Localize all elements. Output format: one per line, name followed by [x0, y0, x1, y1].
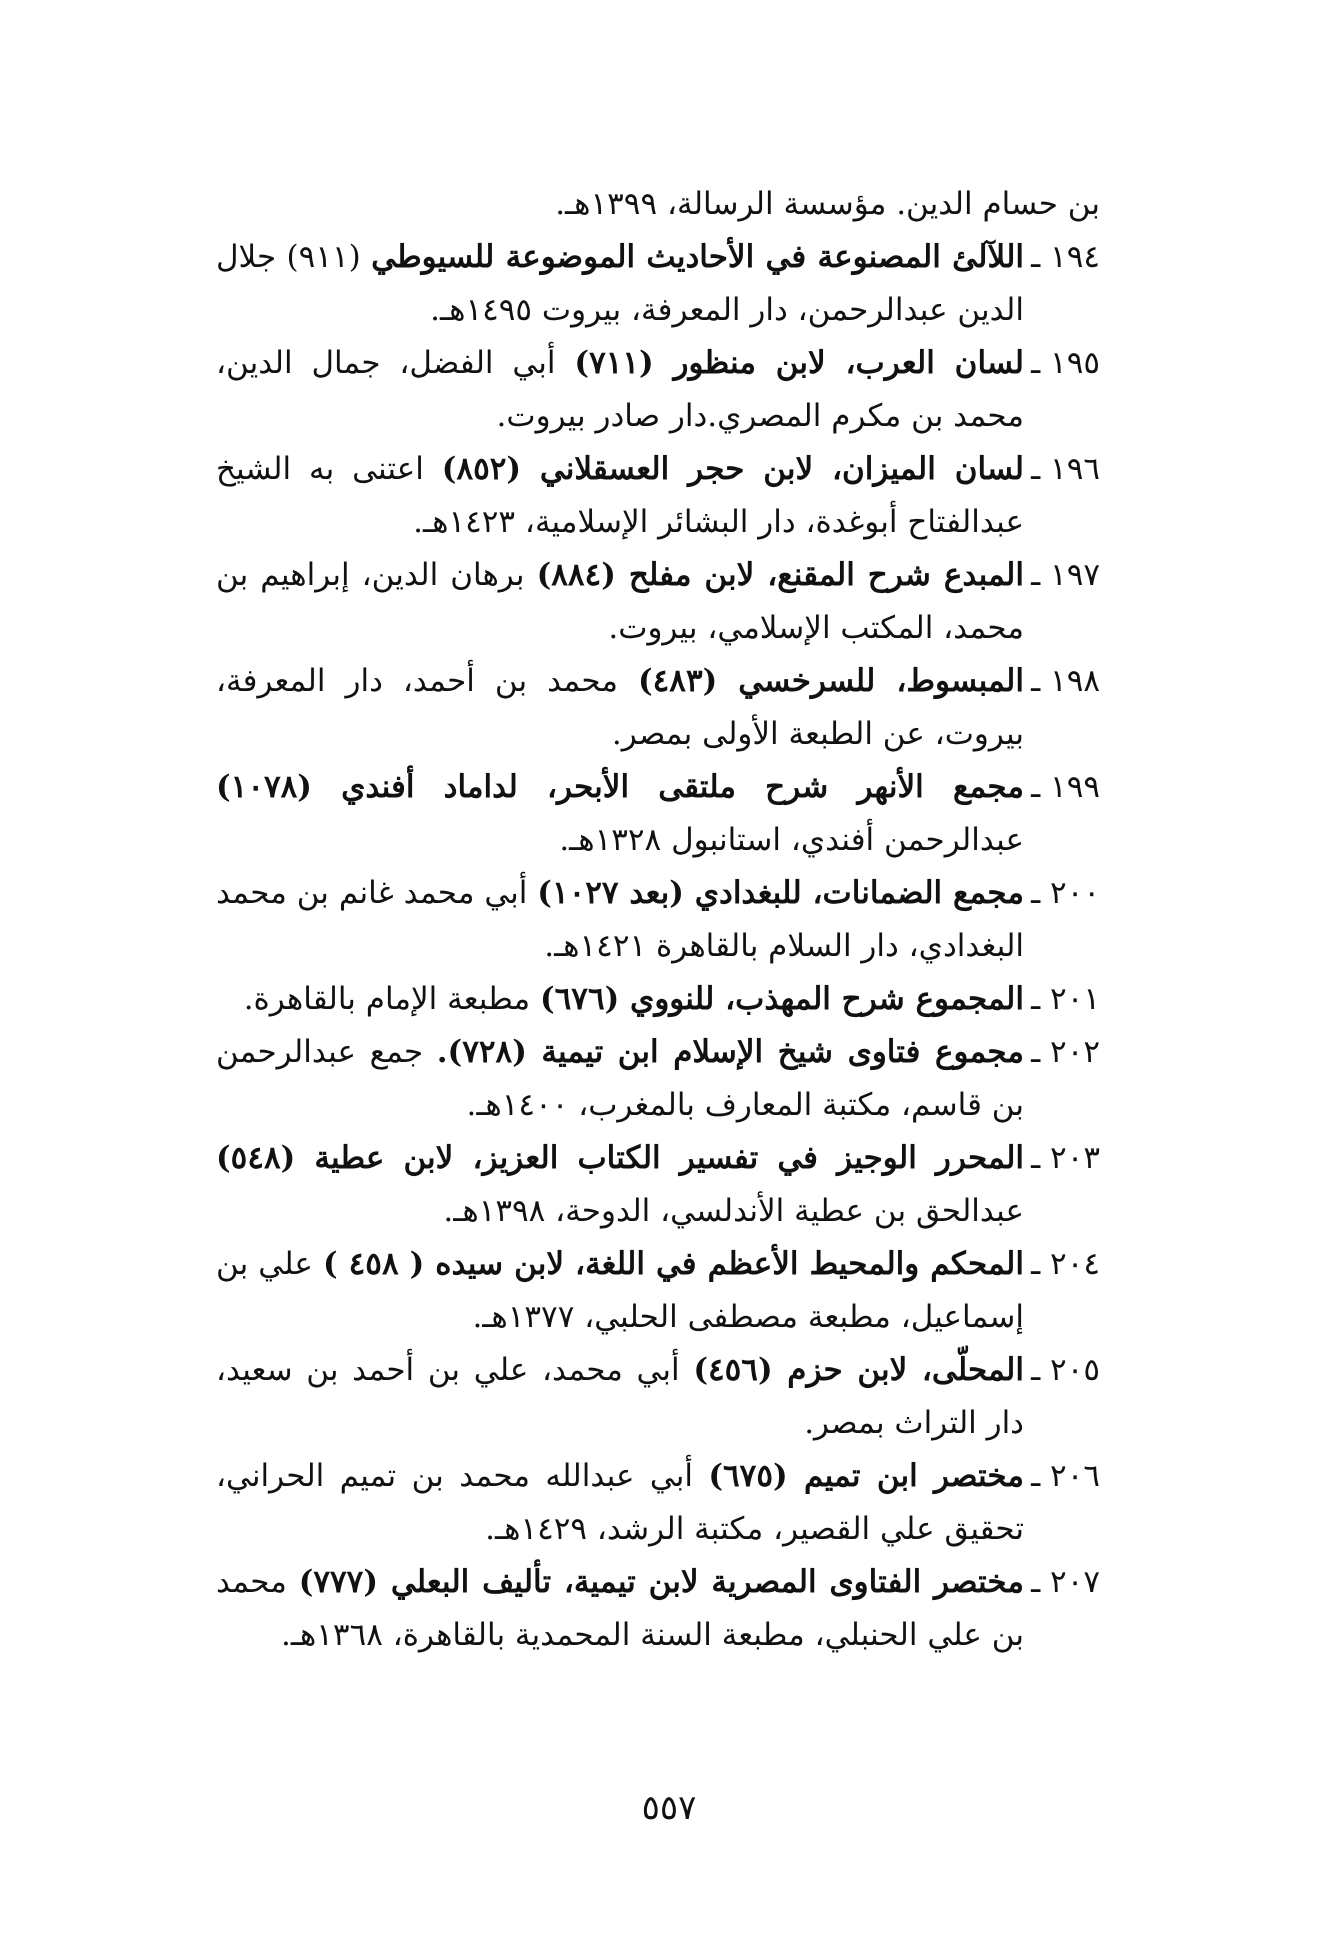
entry-number: ١٩٤ ـ: [1031, 239, 1100, 275]
bibliography-entry: [216, 655, 1100, 761]
page-number: ٥٥٧: [641, 1788, 697, 1828]
entry-details: عبدالحق بن عطية الأندلسي، الدوحة، ١٣٩٨هـ.: [443, 1193, 1024, 1229]
entry-details: محمد بن علي الحنبلي، مطبعة السنة المحمدية بالقاهرة، ١٣٦٨هـ.: [216, 1564, 1024, 1653]
entry-number: ٢٠٤ ـ: [1031, 1246, 1100, 1282]
bibliography-entry: [216, 1450, 1100, 1556]
entry-details: علي بن إسماعيل، مطبعة مصطفى الحلبي، ١٣٧٧هـ.: [216, 1246, 1024, 1335]
entry-number: ٢٠٧ ـ: [1031, 1564, 1100, 1600]
entry-title: المحلّى، لابن حزم (٤٥٦): [693, 1352, 1024, 1388]
entry-details: أبي محمد، علي بن أحمد بن سعيد، دار التراث بمصر.: [216, 1352, 1024, 1441]
entry-title: مجموع فتاوى شيخ الإسلام ابن تيمية (٧٢٨).: [436, 1034, 1025, 1070]
entry-details: برهان الدين، إبراهيم بن محمد، المكتب الإسلامي، بيروت.: [216, 557, 1024, 646]
entry-title: لسان العرب، لابن منظور (٧١١): [574, 345, 1024, 381]
entry-title: مختصر ابن تميم (٦٧٥): [708, 1458, 1024, 1494]
entry-number: ٢٠٥ ـ: [1031, 1352, 1100, 1388]
entry-number: ٢٠٦ ـ: [1031, 1458, 1100, 1494]
entry-title: المحكم والمحيط الأعظم في اللغة، لابن سيده ( ٤٥٨ ): [322, 1246, 1024, 1282]
entry-details: (٩١١) جلال الدين عبدالرحمن، دار المعرفة، بيروت ١٤٩٥هـ.: [216, 239, 1024, 328]
entry-details: أبي محمد غانم بن محمد البغدادي، دار السلام بالقاهرة ١٤٢١هـ.: [216, 875, 1024, 964]
entry-number: ١٩٨ ـ: [1031, 663, 1100, 699]
entry-details: جمع عبدالرحمن بن قاسم، مكتبة المعارف بالمغرب، ١٤٠٠هـ.: [216, 1034, 1024, 1123]
entry-number: ١٩٦ ـ: [1031, 451, 1100, 487]
bibliography-entry: [216, 1238, 1100, 1344]
entry-details: أبي عبدالله محمد بن تميم الحراني، تحقيق علي القصير، مكتبة الرشد، ١٤٢٩هـ.: [216, 1458, 1024, 1547]
bibliography-entry: [216, 1026, 1100, 1132]
entry-details: عبدالرحمن أفندي، استانبول ١٣٢٨هـ.: [559, 822, 1024, 858]
entry-number: ٢٠١ ـ: [1031, 981, 1100, 1017]
bibliography-entry: [216, 867, 1100, 973]
bibliography-entry: [216, 549, 1100, 655]
bibliography-entry: [216, 1132, 1100, 1238]
entry-details: أبي الفضل، جمال الدين، محمد بن مكرم المصري.دار صادر بيروت.: [216, 345, 1024, 434]
entry-details: مطبعة الإمام بالقاهرة.: [243, 981, 540, 1017]
entry-details: اعتنى به الشيخ عبدالفتاح أبوغدة، دار البشائر الإسلامية، ١٤٢٣هـ.: [216, 451, 1024, 540]
entry-number: ٢٠٣ ـ: [1031, 1140, 1100, 1176]
entry-title: لسان الميزان، لابن حجر العسقلاني (٨٥٢): [441, 451, 1025, 487]
bibliography-entry: [216, 1344, 1100, 1450]
bibliography-entry: [216, 443, 1100, 549]
entry-title: مختصر الفتاوى المصرية لابن تيمية، تأليف البعلي (٧٧٧): [298, 1564, 1024, 1600]
continuation-line: بن حسام الدين. مؤسسة الرسالة، ١٣٩٩هـ.: [555, 186, 1100, 222]
entry-title: المحرر الوجيز في تفسير الكتاب العزيز، لابن عطية (٥٤٨): [216, 1140, 1024, 1176]
bibliography-list: [216, 178, 1100, 1662]
bibliography-entry: [216, 1556, 1100, 1662]
entry-number: ٢٠٠ ـ: [1031, 875, 1100, 911]
entry-title: المجموع شرح المهذب، للنووي (٦٧٦): [539, 981, 1024, 1017]
bibliography-entry: [216, 337, 1100, 443]
entry-number: ٢٠٢ ـ: [1031, 1034, 1100, 1070]
bibliography-entry: [216, 761, 1100, 867]
entry-details: محمد بن أحمد، دار المعرفة، بيروت، عن الطبعة الأولى بمصر.: [216, 663, 1024, 752]
entry-number: ١٩٩ ـ: [1031, 769, 1100, 805]
entry-number: ١٩٧ ـ: [1031, 557, 1100, 593]
entry-title: اللآلئ المصنوعة في الأحاديث الموضوعة للسيوطي: [371, 239, 1025, 275]
entry-title: مجمع الضمانات، للبغدادي (بعد ١٠٢٧): [537, 875, 1024, 911]
entry-title: مجمع الأنهر شرح ملتقى الأبحر، لداماد أفندي (١٠٧٨): [216, 769, 1024, 805]
bibliography-entry: [216, 231, 1100, 337]
entry-title: المبسوط، للسرخسي (٤٨٣): [637, 663, 1024, 699]
bibliography-entry: [216, 973, 1100, 1026]
entry-title: المبدع شرح المقنع، لابن مفلح (٨٨٤): [536, 557, 1024, 593]
entry-number: ١٩٥ ـ: [1031, 345, 1100, 381]
